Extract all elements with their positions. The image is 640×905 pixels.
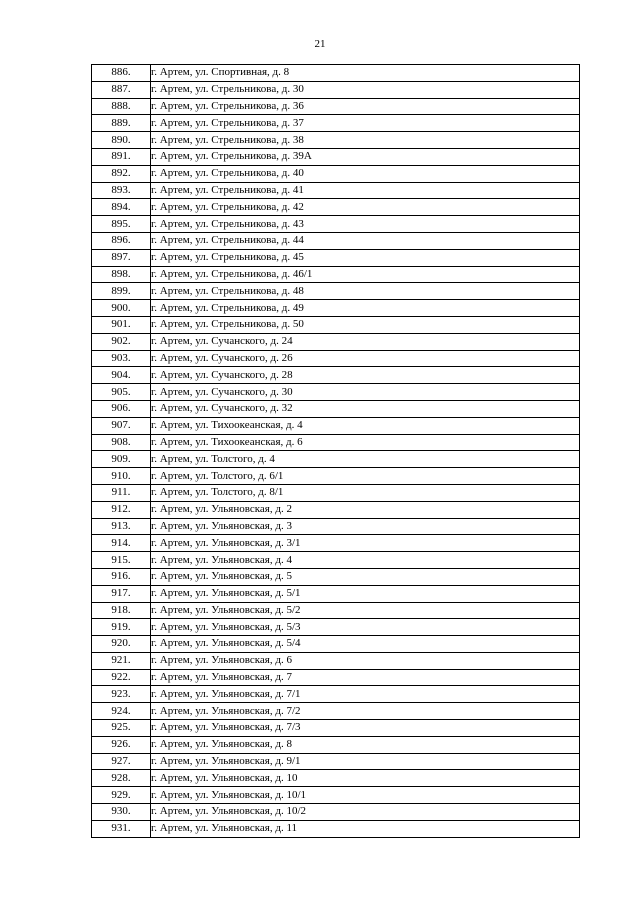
page-number: 21: [314, 38, 326, 50]
row-number-cell: 926.: [92, 736, 151, 753]
table-row: [92, 148, 580, 165]
address-cell: г. Артем, ул. Стрельникова, д. 43: [151, 216, 580, 233]
row-number-cell: 887.: [92, 81, 151, 98]
row-number-cell: 892.: [92, 165, 151, 182]
row-number-cell: 896.: [92, 232, 151, 249]
row-number-cell: 903.: [92, 350, 151, 367]
row-number-cell: 908.: [92, 434, 151, 451]
table-row: [92, 535, 580, 552]
table-row: [92, 820, 580, 837]
address-cell: г. Артем, ул. Ульяновская, д. 7: [151, 669, 580, 686]
row-number-cell: 912.: [92, 501, 151, 518]
row-number-cell: 925.: [92, 720, 151, 737]
row-number-cell: 889.: [92, 115, 151, 132]
address-cell: г. Артем, ул. Стрельникова, д. 48: [151, 283, 580, 300]
row-number-cell: 897.: [92, 249, 151, 266]
table-row: [92, 568, 580, 585]
address-cell: г. Артем, ул. Стрельникова, д. 38: [151, 132, 580, 149]
table-row: [92, 619, 580, 636]
row-number-cell: 923.: [92, 686, 151, 703]
address-cell: г. Артем, ул. Ульяновская, д. 3: [151, 518, 580, 535]
address-cell: г. Артем, ул. Стрельникова, д. 41: [151, 182, 580, 199]
address-cell: г. Артем, ул. Ульяновская, д. 7/2: [151, 703, 580, 720]
row-number-cell: 886.: [92, 65, 151, 82]
row-number-cell: 921.: [92, 652, 151, 669]
row-number-cell: 916.: [92, 568, 151, 585]
address-table: [91, 64, 580, 838]
address-cell: г. Артем, ул. Ульяновская, д. 6: [151, 652, 580, 669]
address-cell: г. Артем, ул. Ульяновская, д. 5/4: [151, 636, 580, 653]
address-table-body: [92, 65, 580, 838]
address-cell: г. Артем, ул. Стрельникова, д. 36: [151, 98, 580, 115]
row-number-cell: 910.: [92, 468, 151, 485]
address-cell: г. Артем, ул. Ульяновская, д. 9/1: [151, 753, 580, 770]
table-row: [92, 451, 580, 468]
address-cell: г. Артем, ул. Стрельникова, д. 37: [151, 115, 580, 132]
address-cell: г. Артем, ул. Ульяновская, д. 5: [151, 568, 580, 585]
row-number-cell: 907.: [92, 417, 151, 434]
address-cell: г. Артем, ул. Стрельникова, д. 49: [151, 300, 580, 317]
address-cell: г. Артем, ул. Стрельникова, д. 42: [151, 199, 580, 216]
row-number-cell: 906.: [92, 400, 151, 417]
table-row: [92, 249, 580, 266]
address-cell: г. Артем, ул. Сучанского, д. 26: [151, 350, 580, 367]
table-row: [92, 787, 580, 804]
table-row: [92, 468, 580, 485]
table-row: [92, 720, 580, 737]
table-row: [92, 266, 580, 283]
address-cell: г. Артем, ул. Тихоокеанская, д. 6: [151, 434, 580, 451]
table-row: [92, 552, 580, 569]
table-row: [92, 384, 580, 401]
row-number-cell: 890.: [92, 132, 151, 149]
table-row: [92, 501, 580, 518]
row-number-cell: 919.: [92, 619, 151, 636]
table-row: [92, 585, 580, 602]
table-row: [92, 98, 580, 115]
address-cell: г. Артем, ул. Ульяновская, д. 3/1: [151, 535, 580, 552]
address-cell: г. Артем, ул. Ульяновская, д. 10/1: [151, 787, 580, 804]
address-cell: г. Артем, ул. Ульяновская, д. 10/2: [151, 804, 580, 821]
row-number-cell: 913.: [92, 518, 151, 535]
address-cell: г. Артем, ул. Ульяновская, д. 5/2: [151, 602, 580, 619]
address-cell: г. Артем, ул. Ульяновская, д. 5/3: [151, 619, 580, 636]
table-row: [92, 65, 580, 82]
table-row: [92, 199, 580, 216]
table-row: [92, 703, 580, 720]
address-cell: г. Артем, ул. Тихоокеанская, д. 4: [151, 417, 580, 434]
table-row: [92, 333, 580, 350]
row-number-cell: 920.: [92, 636, 151, 653]
table-row: [92, 518, 580, 535]
row-number-cell: 924.: [92, 703, 151, 720]
address-cell: г. Артем, ул. Толстого, д. 8/1: [151, 484, 580, 501]
table-row: [92, 434, 580, 451]
address-cell: г. Артем, ул. Ульяновская, д. 4: [151, 552, 580, 569]
table-row: [92, 400, 580, 417]
address-cell: г. Артем, ул. Ульяновская, д. 8: [151, 736, 580, 753]
row-number-cell: 895.: [92, 216, 151, 233]
row-number-cell: 893.: [92, 182, 151, 199]
table-row: [92, 350, 580, 367]
address-cell: г. Артем, ул. Стрельникова, д. 50: [151, 316, 580, 333]
table-row: [92, 232, 580, 249]
address-cell: г. Артем, ул. Сучанского, д. 32: [151, 400, 580, 417]
row-number-cell: 914.: [92, 535, 151, 552]
row-number-cell: 894.: [92, 199, 151, 216]
table-row: [92, 652, 580, 669]
row-number-cell: 902.: [92, 333, 151, 350]
row-number-cell: 917.: [92, 585, 151, 602]
row-number-cell: 909.: [92, 451, 151, 468]
address-cell: г. Артем, ул. Сучанского, д. 28: [151, 367, 580, 384]
row-number-cell: 927.: [92, 753, 151, 770]
table-row: [92, 417, 580, 434]
table-row: [92, 669, 580, 686]
address-cell: г. Артем, ул. Сучанского, д. 24: [151, 333, 580, 350]
address-cell: г. Артем, ул. Толстого, д. 4: [151, 451, 580, 468]
row-number-cell: 915.: [92, 552, 151, 569]
table-row: [92, 316, 580, 333]
row-number-cell: 931.: [92, 820, 151, 837]
address-cell: г. Артем, ул. Ульяновская, д. 7/3: [151, 720, 580, 737]
table-row: [92, 300, 580, 317]
table-row: [92, 804, 580, 821]
row-number-cell: 918.: [92, 602, 151, 619]
row-number-cell: 900.: [92, 300, 151, 317]
table-row: [92, 283, 580, 300]
table-row: [92, 753, 580, 770]
address-cell: г. Артем, ул. Стрельникова, д. 40: [151, 165, 580, 182]
table-row: [92, 115, 580, 132]
table-row: [92, 686, 580, 703]
row-number-cell: 930.: [92, 804, 151, 821]
address-cell: г. Артем, ул. Стрельникова, д. 39А: [151, 148, 580, 165]
row-number-cell: 929.: [92, 787, 151, 804]
table-row: [92, 367, 580, 384]
address-cell: г. Артем, ул. Стрельникова, д. 46/1: [151, 266, 580, 283]
table-row: [92, 736, 580, 753]
table-row: [92, 770, 580, 787]
table-row: [92, 165, 580, 182]
row-number-cell: 888.: [92, 98, 151, 115]
address-cell: г. Артем, ул. Стрельникова, д. 44: [151, 232, 580, 249]
address-cell: г. Артем, ул. Ульяновская, д. 10: [151, 770, 580, 787]
address-cell: г. Артем, ул. Ульяновская, д. 5/1: [151, 585, 580, 602]
table-row: [92, 484, 580, 501]
table-row: [92, 81, 580, 98]
row-number-cell: 928.: [92, 770, 151, 787]
address-cell: г. Артем, ул. Сучанского, д. 30: [151, 384, 580, 401]
table-row: [92, 602, 580, 619]
address-cell: г. Артем, ул. Ульяновская, д. 2: [151, 501, 580, 518]
row-number-cell: 898.: [92, 266, 151, 283]
row-number-cell: 901.: [92, 316, 151, 333]
address-cell: г. Артем, ул. Ульяновская, д. 11: [151, 820, 580, 837]
table-row: [92, 182, 580, 199]
address-cell: г. Артем, ул. Толстого, д. 6/1: [151, 468, 580, 485]
row-number-cell: 891.: [92, 148, 151, 165]
row-number-cell: 922.: [92, 669, 151, 686]
address-cell: г. Артем, ул. Стрельникова, д. 30: [151, 81, 580, 98]
address-cell: г. Артем, ул. Ульяновская, д. 7/1: [151, 686, 580, 703]
table-row: [92, 636, 580, 653]
table-row: [92, 132, 580, 149]
row-number-cell: 899.: [92, 283, 151, 300]
table-row: [92, 216, 580, 233]
address-cell: г. Артем, ул. Спортивная, д. 8: [151, 65, 580, 82]
row-number-cell: 911.: [92, 484, 151, 501]
row-number-cell: 904.: [92, 367, 151, 384]
address-cell: г. Артем, ул. Стрельникова, д. 45: [151, 249, 580, 266]
row-number-cell: 905.: [92, 384, 151, 401]
